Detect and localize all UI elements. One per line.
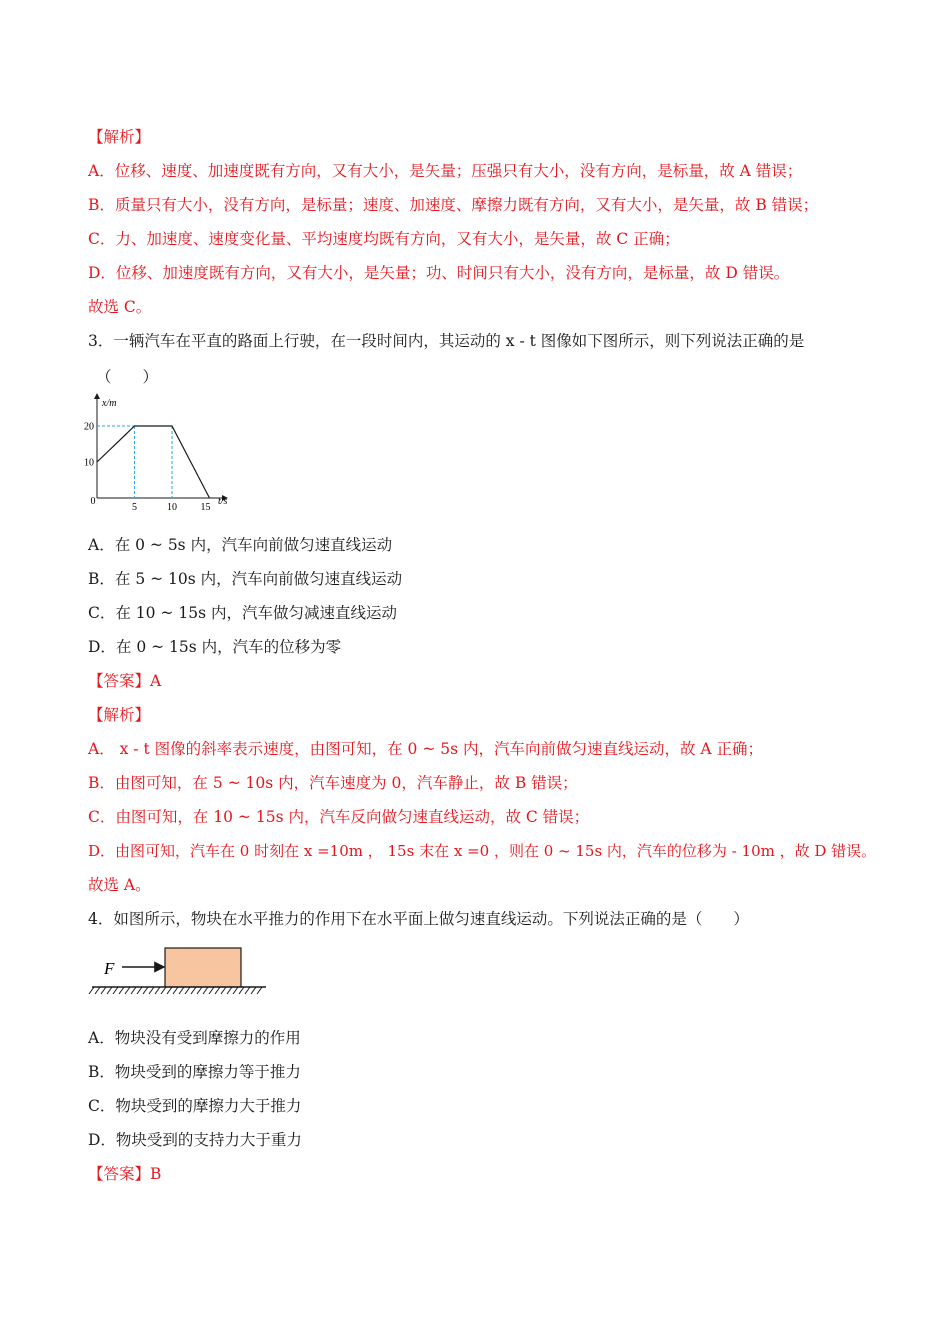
hatch-mark — [125, 987, 130, 994]
hatch-mark — [143, 987, 148, 994]
question-3-analysis-d: D．由图可知，汽车在 0 时刻在 x =10m ， 15s 末在 x =0 ，则在 0 ~ 15s 内，汽车的位移为 - 10m ，故 D 错误。 — [88, 842, 877, 860]
origin-label: 0 — [90, 496, 96, 507]
hatch-mark — [113, 987, 118, 994]
hatch-mark — [215, 987, 220, 994]
hatch-mark — [221, 987, 226, 994]
xt-series-line — [97, 426, 210, 498]
hatch-mark — [107, 987, 112, 994]
question-3-option-b: B．在 5 ~ 10s 内，汽车向前做匀速直线运动 — [88, 570, 403, 588]
y-axis-label: x/m — [102, 398, 117, 409]
question-4-answer: 【答案】B — [88, 1165, 162, 1183]
block — [165, 948, 241, 987]
analysis-label: 【解析】 — [88, 128, 151, 146]
x-tick-label: 15 — [200, 502, 211, 512]
hatch-mark — [239, 987, 244, 994]
hatch-mark — [179, 987, 184, 994]
question-3-option-d: D．在 0 ~ 15s 内，汽车的位移为零 — [88, 638, 342, 656]
hatch-mark — [167, 987, 172, 994]
hatch-mark — [191, 987, 196, 994]
question-3-analysis-b: B．由图可知，在 5 ~ 10s 内，汽车速度为 0，汽车静止，故 B 错误； — [88, 774, 578, 792]
x-axis-label: t/s — [218, 496, 228, 507]
hatch-mark — [149, 987, 154, 994]
hatch-mark — [95, 987, 100, 994]
block-force-diagram — [88, 944, 273, 1000]
question-4-option-c: C．物块受到的摩擦力大于推力 — [88, 1097, 302, 1115]
hatch-mark — [155, 987, 160, 994]
hatch-mark — [185, 987, 190, 994]
hatch-mark — [197, 987, 202, 994]
x-tick-label: 5 — [132, 502, 137, 512]
hatch-mark — [257, 987, 262, 994]
hatch-mark — [245, 987, 250, 994]
question-3-paren: （ ） — [96, 368, 159, 386]
question-3-analysis-label: 【解析】 — [88, 706, 151, 724]
xt-graph — [80, 392, 250, 512]
hatch-mark — [89, 987, 94, 994]
hatch-mark — [131, 987, 136, 994]
hatch-mark — [227, 987, 232, 994]
question-4-option-a: A．物块没有受到摩擦力的作用 — [88, 1029, 301, 1047]
question-4-option-d: D．物块受到的支持力大于重力 — [88, 1131, 302, 1149]
hatch-mark — [137, 987, 142, 994]
question-3-option-a: A．在 0 ~ 5s 内，汽车向前做匀速直线运动 — [88, 536, 393, 554]
question-4-option-b: B．物块受到的摩擦力等于推力 — [88, 1063, 301, 1081]
hatch-mark — [209, 987, 214, 994]
hatch-mark — [161, 987, 166, 994]
hatch-mark — [101, 987, 106, 994]
question-3-analysis-a: A． x - t 图像的斜率表示速度，由图可知，在 0 ~ 5s 内，汽车向前做匀速直线运动，故 A 正确； — [88, 740, 764, 758]
ground-hatching — [89, 987, 262, 994]
analysis-line-d: D．位移、加速度既有方向，又有大小，是矢量；功、时间只有大小，没有方向，是标量，故 D 错误。 — [88, 264, 790, 282]
hatch-mark — [233, 987, 238, 994]
hatch-mark — [251, 987, 256, 994]
question-3-answer: 【答案】A — [88, 672, 162, 690]
hatch-mark — [203, 987, 208, 994]
analysis-line-c: C．力、加速度、速度变化量、平均速度均既有方向，又有大小，是矢量，故 C 正确； — [88, 230, 680, 248]
question-3-option-c: C．在 10 ~ 15s 内，汽车做匀减速直线运动 — [88, 604, 397, 622]
question-3-stem: 3．一辆汽车在平直的路面上行驶，在一段时间内，其运动的 x - t 图像如下图所示，则下列说法正确的是 — [88, 332, 805, 350]
hatch-mark — [119, 987, 124, 994]
analysis-conclusion: 故选 C。 — [88, 298, 152, 316]
x-tick-label: 10 — [167, 502, 177, 512]
hatch-mark — [173, 987, 178, 994]
force-label: F — [104, 959, 115, 978]
question-3-analysis-c: C．由图可知，在 10 ~ 15s 内，汽车反向做匀速直线运动，故 C 错误； — [88, 808, 590, 826]
analysis-line-a: A．位移、速度、加速度既有方向，又有大小，是矢量；压强只有大小，没有方向，是标量，故 A 错误； — [88, 162, 803, 180]
analysis-line-b: B．质量只有大小，没有方向，是标量；速度、加速度、摩擦力既有方向，又有大小，是矢量，故 B 错误； — [88, 196, 819, 214]
question-3-conclusion: 故选 A。 — [88, 876, 151, 894]
y-tick-label: 20 — [84, 421, 94, 433]
question-4-stem: 4．如图所示，物块在水平推力的作用下在水平面上做匀速直线运动。下列说法正确的是（ ） — [88, 910, 749, 928]
y-tick-label: 10 — [84, 457, 94, 469]
